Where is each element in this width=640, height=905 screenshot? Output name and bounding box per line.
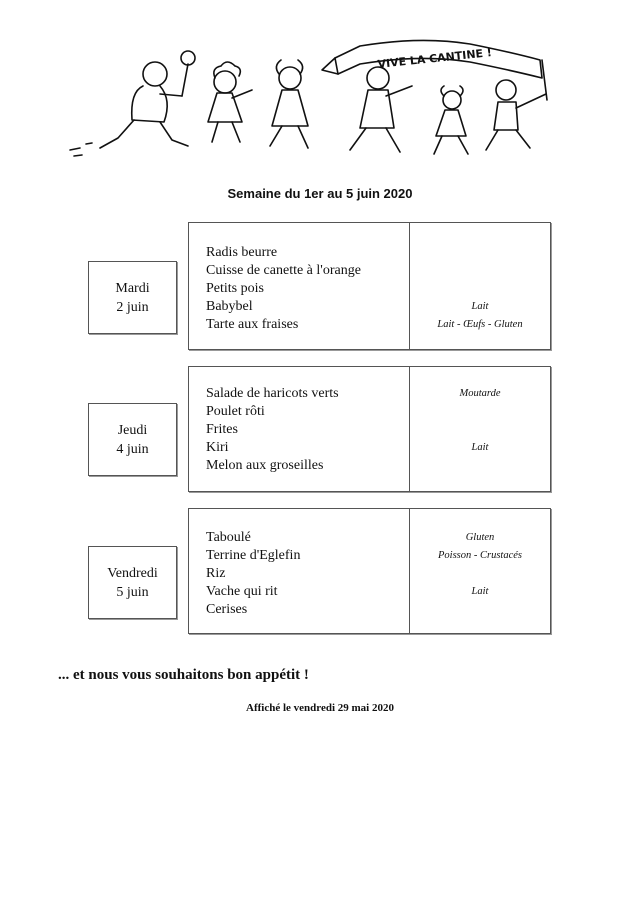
allergen: Lait	[471, 442, 489, 453]
menu-box-jeudi	[188, 366, 551, 492]
allergen: Gluten	[465, 532, 495, 543]
dish: Poulet rôti	[206, 404, 265, 419]
allergen: Lait	[471, 586, 489, 597]
dish: Tarte aux fraises	[206, 317, 299, 332]
day-date: 2 juin	[116, 299, 149, 315]
dish: Petits pois	[206, 281, 264, 296]
dish: Melon aux groseilles	[206, 458, 324, 473]
menu-box-mardi	[188, 222, 551, 350]
dish: Kiri	[206, 440, 229, 455]
day-date: 5 juin	[116, 584, 149, 600]
dish: Vache qui rit	[206, 584, 278, 599]
dish: Salade de haricots verts	[206, 386, 339, 401]
posted-date: Affiché le vendredi 29 mai 2020	[246, 702, 394, 714]
kids-banner-illustration	[60, 30, 560, 170]
closing-message: ... et nous vous souhaitons bon appétit !	[58, 667, 309, 683]
day-name: Jeudi	[117, 422, 148, 438]
dish: Radis beurre	[206, 245, 278, 260]
dish: Taboulé	[206, 530, 251, 545]
day-box-jeudi	[88, 403, 177, 476]
allergen: Moutarde	[459, 388, 501, 399]
day-name: Vendredi	[107, 565, 158, 581]
menu-box-vendredi	[188, 508, 551, 634]
allergen: Lait - Œufs - Gluten	[437, 319, 523, 330]
week-title: Semaine du 1er au 5 juin 2020	[227, 186, 413, 201]
dish: Babybel	[206, 299, 253, 314]
banner-text: VIVE LA CANTINE !	[376, 46, 493, 71]
dish: Cuisse de canette à l'orange	[206, 263, 361, 278]
dish: Cerises	[206, 602, 248, 617]
allergen: Lait	[471, 301, 489, 312]
allergen: Poisson - Crustacés	[438, 550, 522, 561]
day-name: Mardi	[115, 280, 150, 296]
day-date: 4 juin	[116, 441, 149, 457]
day-box-vendredi	[88, 546, 177, 619]
column-divider	[409, 509, 410, 633]
dish: Terrine d'Eglefin	[206, 548, 301, 563]
dish: Frites	[206, 422, 238, 437]
dish: Riz	[206, 566, 226, 581]
day-box-mardi	[88, 261, 177, 334]
